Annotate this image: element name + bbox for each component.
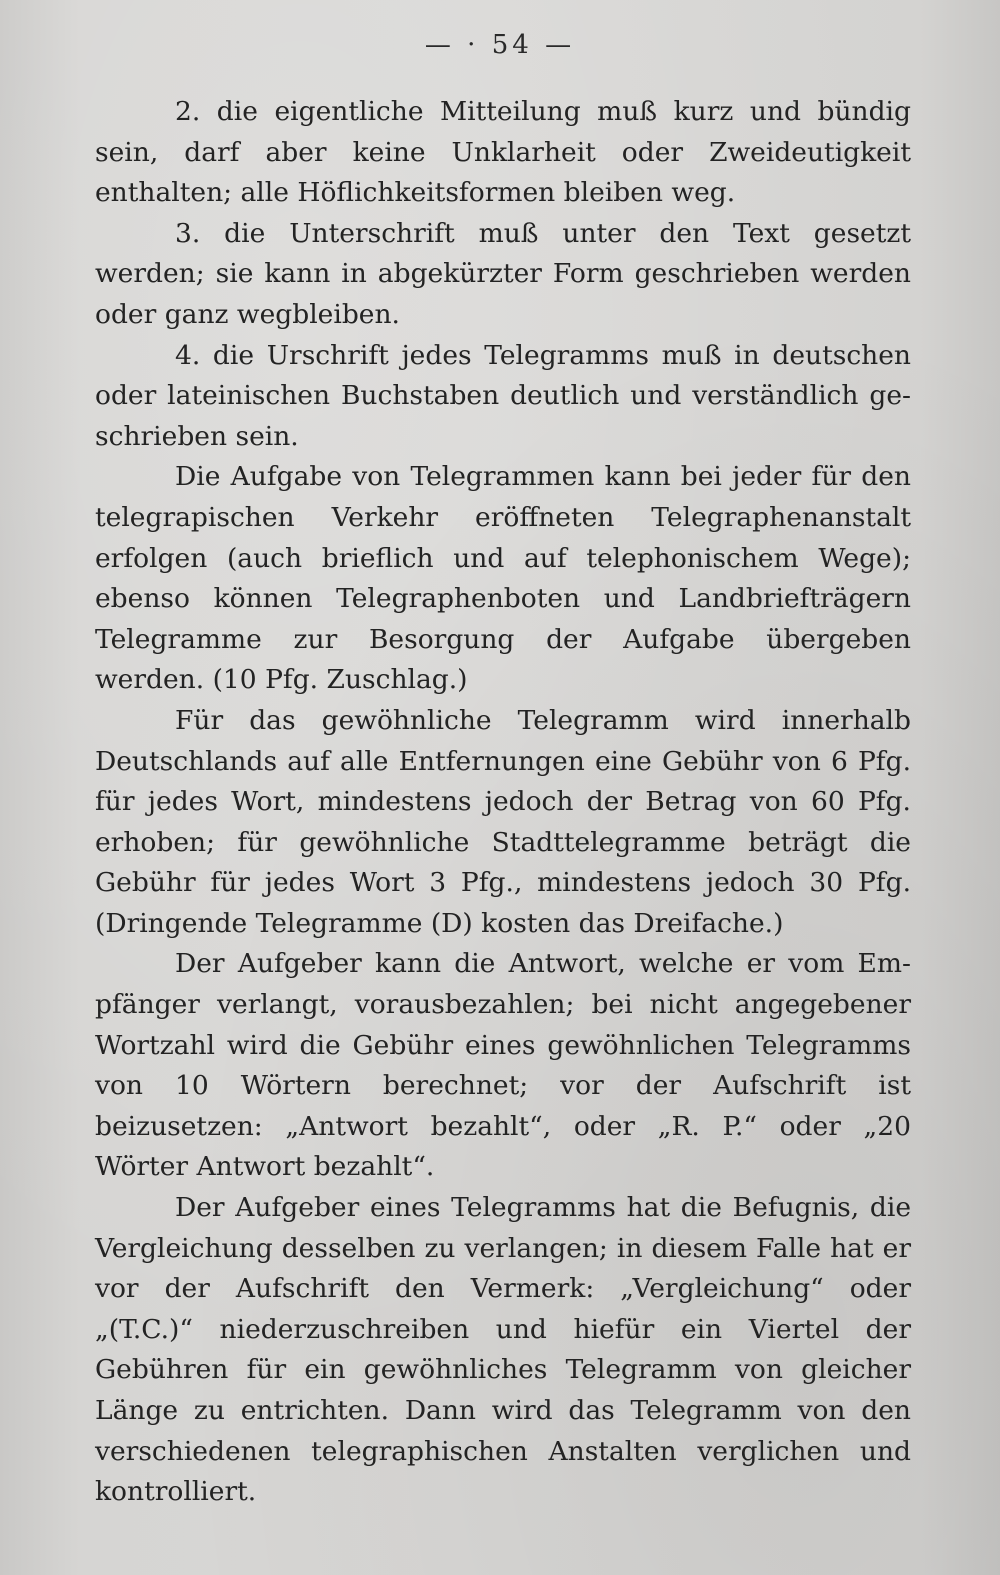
paragraph-telegram-submission: Die Aufgabe von Telegrammen kann bei jeder für den telegrapischen Verkehr eröffneten Telegraphenanstalt erfolgen (auch brieflich und auf telephonischem Wege); ebenso können Telegraphenboten und Landbriefträgern Telegramme zur Besorgung der Aufgabe übergeben werden. (10 Pfg. Zuschlag.) [95,461,911,696]
paragraph-telegram-fees: Für das gewöhnliche Telegramm wird innerhalb Deutschlands auf alle Entfernungen eine Gebühr von 6 Pfg. für jedes Wort, mindestens jedoch der Betrag von 60 Pfg. erhoben; für gewöhnliche Stadttelegramme beträgt die Gebühr für jedes Wort 3 Pfg., mindestens jedoch 30 Pfg. (Dringende Telegramme (D) kosten das Dreifache.) [95,704,911,939]
page-number: — · 54 — [424,30,576,60]
paragraph-item-3: 3. die Unterschrift muß unter den Text gesetzt werden; sie kann in abgekürzter Form geschrieben werden oder ganz wegbleiben. [95,217,911,330]
paragraph-item-4: 4. die Urschrift jedes Telegramms muß in deutschen oder lateinischen Buchstaben deutlich und verständlich geschrieben sein. [95,339,911,452]
paragraph-prepaid-reply: Der Aufgeber kann die Antwort, welche er vom Empfänger verlangt, vorausbezahlen; bei nicht angegebener Wortzahl wird die Gebühr eines gewöhnlichen Telegramms von 10 Wörtern berechnet; vor der Aufschrift ist beizusetzen: „Antwort bezahlt“, oder „R. P.“ oder „20 Wörter Antwort bezahlt“. [95,948,911,1183]
paragraph-item-2: 2. die eigentliche Mitteilung muß kurz und bündig sein, darf aber keine Unklarheit oder Zweideutigkeit enthalten; alle Höflichkeitsformen bleiben weg. [95,96,911,209]
paragraph-comparison: Der Aufgeber eines Telegramms hat die Befugnis, die Vergleichung desselben zu verlangen; in diesem Falle hat er vor der Aufschrift den Vermerk: „Vergleichung“ oder „(T.C.)“ niederzuschreiben und hiefür ein Viertel der Gebühren für ein gewöhnliches Telegramm von gleicher Länge zu entrichten. Dann wird das Telegramm von den verschiedenen telegraphischen Anstalten verglichen und kontrolliert. [95,1192,911,1508]
body-text [95,92,911,1513]
